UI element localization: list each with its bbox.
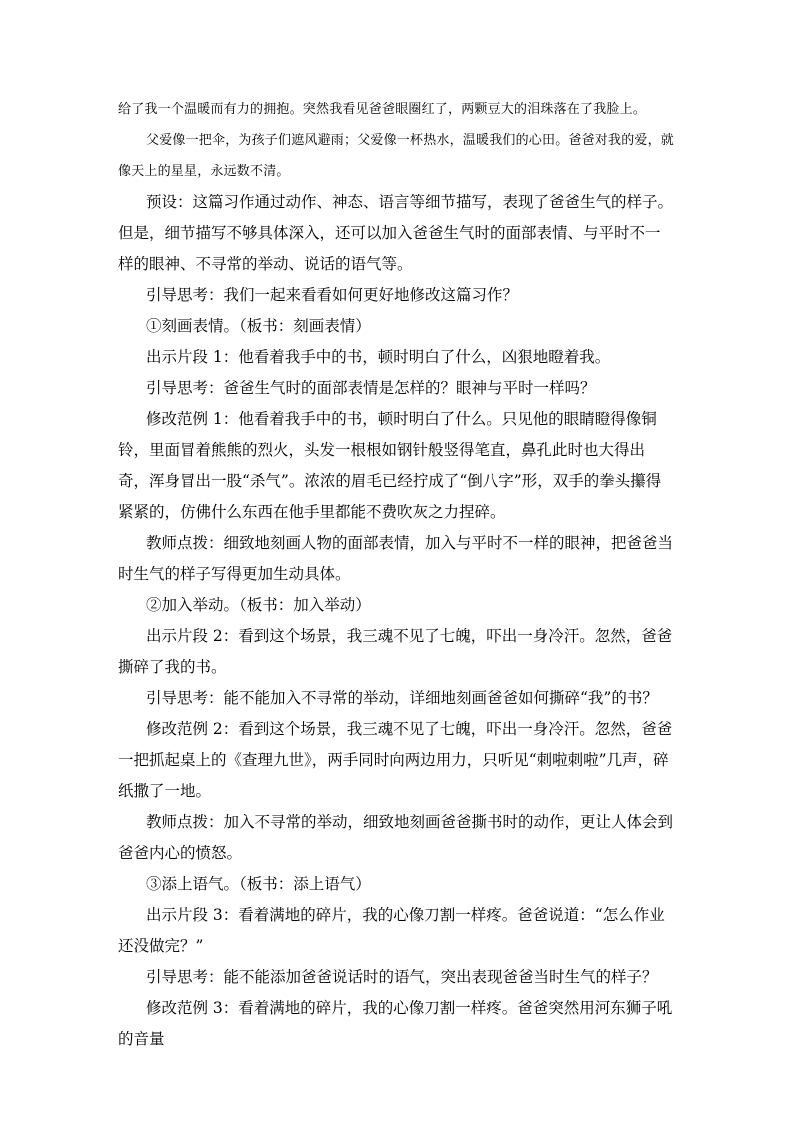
paragraph-guide-3: 引导思考：能不能加入不寻常的举动，详细地刻画爸爸如何撕碎“我”的书？	[146, 689, 658, 707]
document-page	[118, 94, 674, 1055]
paragraph-hug-ending: 给了我一个温暖而有力的拥抱。突然我看见爸爸眼圈红了，两颗豆大的泪珠落在了我脸上。	[118, 102, 647, 117]
paragraph-excerpt-1: 出示片段 1：他看着我手中的书，顿时明白了什么，凶狠地瞪着我。	[146, 348, 611, 366]
paragraph-example-3: 修改范例 3：看着满地的碎片，我的心像刀割一样疼。爸爸突然用河东狮子吼的音量	[118, 999, 673, 1048]
paragraph-example-2: 修改范例 2：看到这个场景，我三魂不见了七魄，吓出一身冷汗。忽然，爸爸一把抓起桌上的《查理九世》，两手同时向两边用力，只听见“刺啦刺啦”几声，碎纸撒了一地。	[118, 720, 673, 800]
paragraph-heading-action: ②加入举动。（板书：加入举动）	[146, 596, 371, 614]
paragraph-heading-expression: ①刻画表情。（板书：刻画表情）	[146, 317, 371, 335]
paragraph-teacher-tip-1: 教师点拨：细致地刻画人物的面部表情，加入与平时不一样的眼神，把爸爸当时生气的样子写得更加生动具体。	[118, 534, 674, 583]
paragraph-guide-4: 引导思考：能不能添加爸爸说话时的语气，突出表现爸爸当时生气的样子？	[146, 968, 658, 986]
paragraph-preset: 预设：这篇习作通过动作、神态、语言等细节描写，表现了爸爸生气的样子。但是，细节描写不够具体深入，还可以加入爸爸生气时的面部表情、与平时不一样的眼神、不寻常的举动、说话的语气等。	[118, 193, 674, 273]
paragraph-teacher-tip-2: 教师点拨：加入不寻常的举动，细致地刻画爸爸撕书时的动作，更让人体会到爸爸内心的愤怒。	[118, 813, 674, 862]
paragraph-excerpt-3: 出示片段 3：看着满地的碎片，我的心像刀割一样疼。爸爸说道：“怎么作业还没做完？”	[118, 906, 665, 955]
paragraph-father-love: 父爱像一把伞，为孩子们遮风避雨；父爱像一杯热水，温暖我们的心田。爸爸对我的爱，就像天上的星星，永远数不清。	[118, 133, 675, 179]
paragraph-guide-2: 引导思考：爸爸生气时的面部表情是怎样的？眼神与平时一样吗？	[146, 379, 596, 397]
paragraph-guide-1: 引导思考：我们一起来看看如何更好地修改这篇习作？	[146, 286, 519, 304]
paragraph-heading-tone: ③添上语气。（板书：添上语气）	[146, 875, 371, 893]
paragraph-excerpt-2: 出示片段 2：看到这个场景，我三魂不见了七魄，吓出一身冷汗。忽然，爸爸撕碎了我的书。	[118, 627, 673, 676]
paragraph-example-1: 修改范例 1：他看着我手中的书，顿时明白了什么。只见他的眼睛瞪得像铜铃，里面冒着熊熊的烈火，头发一根根如钢针般竖得笔直，鼻孔此时也大得出奇，浑身冒出一股“杀气”。浓浓的眉毛已经拧成了“倒八字”形，双手的拳头攥得紧紧的，仿佛什么东西在他手里都能不费吹灰之力捏碎。	[118, 410, 662, 521]
